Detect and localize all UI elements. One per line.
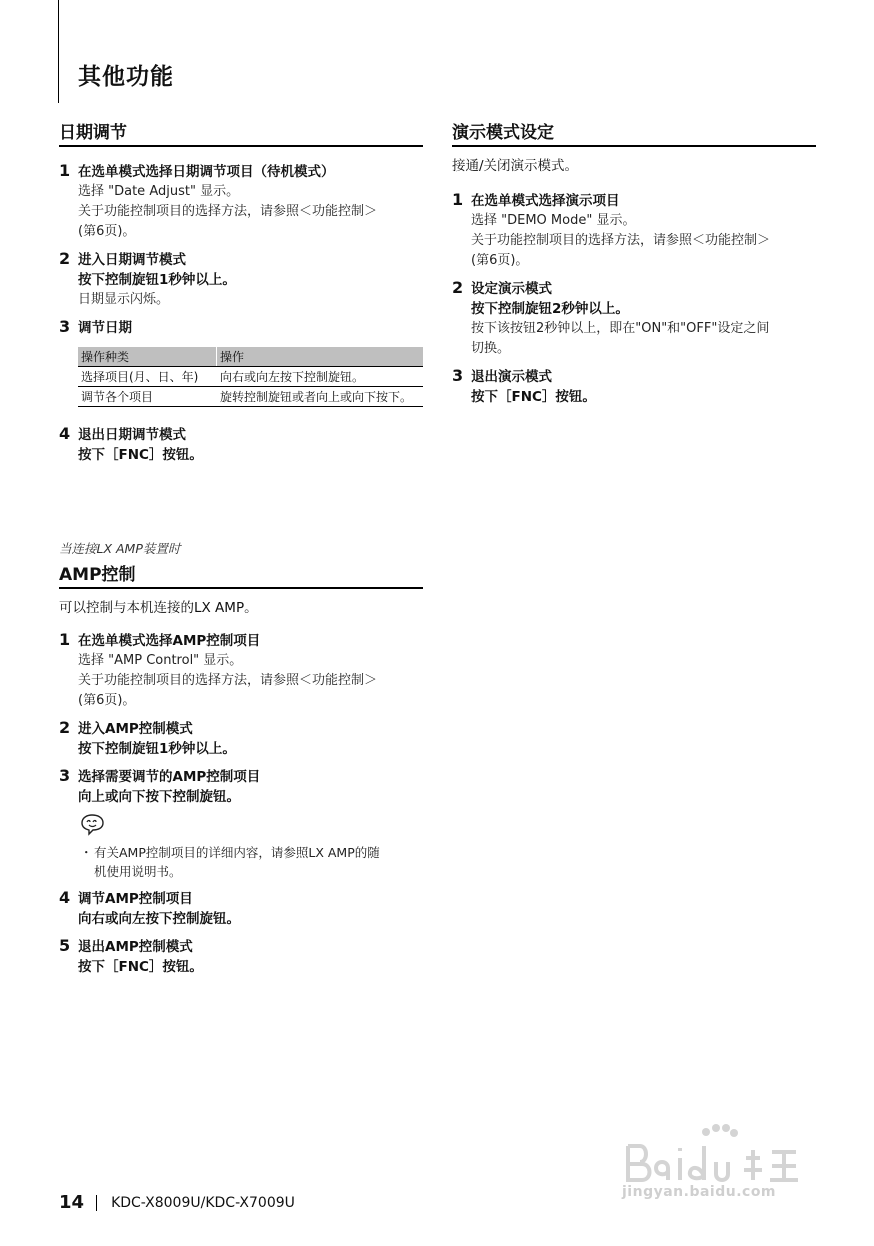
step-line: (第6页)。 (471, 253, 529, 268)
step-line: 按下该按钮2秒钟以上，即在"ON"和"OFF"设定之间 (471, 321, 770, 336)
header-rule (58, 0, 59, 103)
step-1 (452, 191, 816, 271)
note-item (78, 843, 423, 881)
step-2 (59, 250, 423, 310)
step-title: 进入AMP控制模式 (78, 721, 193, 737)
step-number: 1 (59, 161, 71, 180)
step-title: 在选单模式选择日期调节项目（待机模式） (78, 164, 335, 180)
page-title: 其他功能 (78, 64, 174, 90)
step-2 (452, 279, 816, 359)
step-line: (第6页)。 (78, 693, 136, 708)
note-line: 有关AMP控制项目的详细内容，请参照LX AMP的随 (94, 845, 380, 860)
step-number: 3 (59, 317, 71, 336)
step-title: 调节AMP控制项目 (78, 891, 193, 907)
step-number: 2 (59, 718, 71, 737)
step-3 (59, 767, 423, 881)
note-icon (78, 813, 106, 837)
step-line: 关于功能控制项目的选择方法，请参照＜功能控制＞ (78, 204, 378, 219)
step-title: 在选单模式选择AMP控制项目 (78, 633, 261, 649)
watermark-text: jingyan.baidu.com (622, 1184, 777, 1200)
section-title-amp: AMP控制 (59, 560, 423, 589)
section-intro: 接通/关闭演示模式。 (452, 158, 579, 174)
step-action: 按下控制旋钮1秒钟以上。 (78, 741, 236, 757)
step-number: 1 (59, 630, 71, 649)
step-line: 关于功能控制项目的选择方法，请参照＜功能控制＞ (78, 673, 378, 688)
step-title: 进入日期调节模式 (78, 252, 186, 268)
step-2 (59, 719, 423, 759)
step-title: 在选单模式选择演示项目 (471, 193, 620, 209)
step-line: 选择 "DEMO Mode" 显示。 (471, 213, 636, 228)
section-title-demo: 演示模式设定 (452, 118, 816, 147)
step-number: 2 (452, 278, 464, 297)
step-4 (59, 425, 423, 465)
table-cell: 旋转控制旋钮或者向上或向下按下。 (217, 387, 424, 407)
step-number: 3 (59, 766, 71, 785)
section-date-adjust (59, 118, 423, 465)
step-action: 按下控制旋钮2秒钟以上。 (471, 301, 629, 317)
table-header-row (78, 347, 423, 367)
step-number: 3 (452, 366, 464, 385)
table-cell: 向右或向左按下控制旋钮。 (217, 367, 424, 387)
step-line: 关于功能控制项目的选择方法，请参照＜功能控制＞ (471, 233, 771, 248)
step-line: 日期显示闪烁。 (78, 292, 170, 307)
step-action: 按下［FNC］按钮。 (78, 959, 203, 975)
table-header: 操作种类 (78, 347, 217, 367)
left-column (59, 118, 423, 977)
step-3 (452, 367, 816, 407)
right-column (452, 118, 816, 407)
step-1 (59, 162, 423, 242)
step-action: 按下［FNC］按钮。 (78, 447, 203, 463)
section-title-date: 日期调节 (59, 118, 423, 147)
footer-divider (96, 1195, 97, 1211)
note-line: 机使用说明书。 (94, 864, 182, 879)
step-line: (第6页)。 (78, 224, 136, 239)
step-line: 选择 "Date Adjust" 显示。 (78, 184, 240, 199)
step-action: 向上或向下按下控制旋钮。 (78, 789, 240, 805)
step-number: 1 (452, 190, 464, 209)
step-action: 按下［FNC］按钮。 (471, 389, 596, 405)
step-title: 选择需要调节的AMP控制项目 (78, 769, 261, 785)
section-caption: 当连接LX AMP装置时 (59, 541, 181, 556)
model-name: KDC-X8009U/KDC-X7009U (111, 1194, 295, 1211)
step-1 (59, 631, 423, 711)
step-action: 按下控制旋钮1秒钟以上。 (78, 272, 236, 288)
page-footer (59, 1192, 295, 1213)
step-4 (59, 889, 423, 929)
step-title: 调节日期 (78, 320, 132, 336)
step-action: 向右或向左按下控制旋钮。 (78, 911, 240, 927)
section-demo-mode (452, 118, 816, 407)
step-line: 选择 "AMP Control" 显示。 (78, 653, 243, 668)
table-header: 操作 (217, 347, 424, 367)
table-cell: 选择项目(月、日、年) (78, 367, 217, 387)
step-title: 退出AMP控制模式 (78, 939, 193, 955)
table-row (78, 367, 423, 387)
operation-table (78, 347, 423, 407)
page-number: 14 (59, 1192, 85, 1213)
step-number: 5 (59, 936, 71, 955)
step-title: 退出演示模式 (471, 369, 552, 385)
section-amp-control (59, 539, 423, 977)
table-row (78, 387, 423, 407)
step-number: 4 (59, 424, 71, 443)
step-3 (59, 318, 423, 407)
step-number: 4 (59, 888, 71, 907)
note-bullet: ・ (80, 845, 93, 860)
step-title: 退出日期调节模式 (78, 427, 186, 443)
section-intro: 可以控制与本机连接的LX AMP。 (59, 600, 258, 616)
step-title: 设定演示模式 (471, 281, 552, 297)
table-cell: 调节各个项目 (78, 387, 217, 407)
step-5 (59, 937, 423, 977)
step-number: 2 (59, 249, 71, 268)
step-line: 切换。 (471, 341, 511, 356)
